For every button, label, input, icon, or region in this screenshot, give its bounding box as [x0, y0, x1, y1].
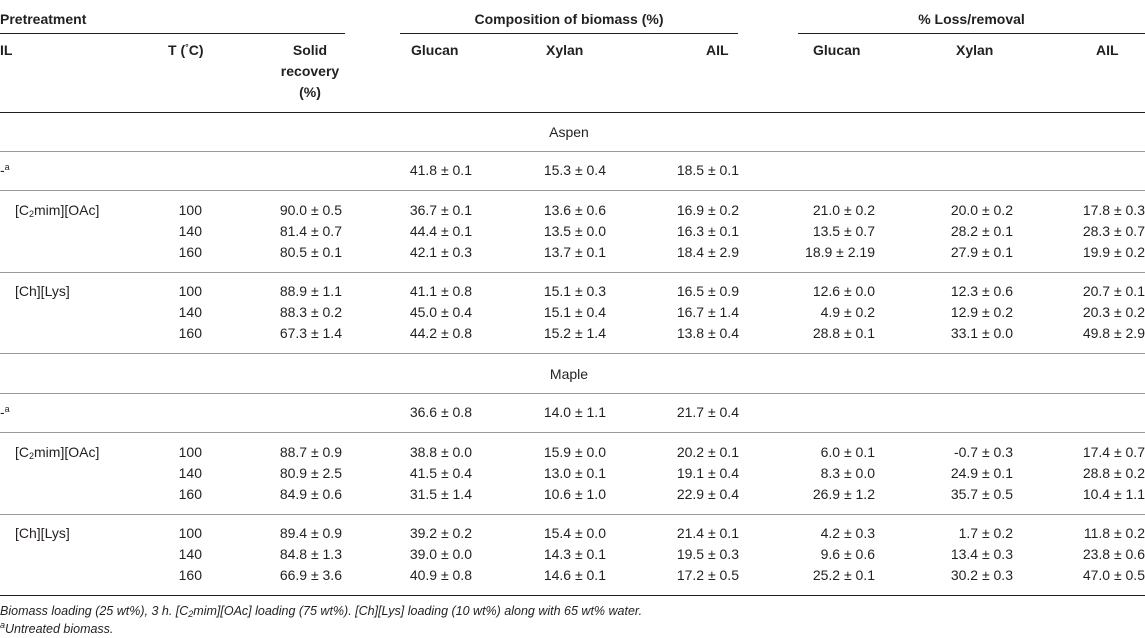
section-label: Maple — [549, 366, 589, 382]
cell-ail: 22.9 ± 0.4 — [676, 486, 739, 502]
header-ail: AIL — [706, 42, 729, 58]
cell-l-glucan: 8.3 ± 0.0 — [820, 465, 875, 481]
cell-l-xylan: 12.9 ± 0.2 — [950, 304, 1013, 320]
cell-xylan: 14.3 ± 0.1 — [543, 546, 606, 562]
cell-ail: 19.1 ± 0.4 — [676, 465, 739, 481]
ionic-liquid-label: [Ch][Lys] — [15, 283, 70, 299]
cell-solid: 90.0 ± 0.5 — [279, 202, 342, 218]
header-loss-glucan: Glucan — [813, 42, 861, 58]
cell-glucan: 41.1 ± 0.8 — [409, 283, 472, 299]
cell-l-glucan: 9.6 ± 0.6 — [820, 546, 875, 562]
rule-pretreatment — [0, 33, 345, 34]
cell-t: 100 — [178, 444, 202, 460]
cell-solid: 88.3 ± 0.2 — [279, 304, 342, 320]
cell-l-xylan: 24.9 ± 0.1 — [950, 465, 1013, 481]
cell-xylan: 15.1 ± 0.3 — [543, 283, 606, 299]
cell-glucan: 36.7 ± 0.1 — [409, 202, 472, 218]
rule-group — [0, 190, 1145, 191]
rule-loss — [798, 33, 1145, 34]
cell-l-ail: 28.8 ± 0.2 — [1082, 465, 1145, 481]
footnote-untreated: $^a$Untreated biomass. — [0, 620, 114, 636]
cell-glucan: 38.8 ± 0.0 — [409, 444, 472, 460]
ionic-liquid-label: [Ch][Lys] — [15, 525, 70, 541]
cell-l-glucan: 28.8 ± 0.1 — [812, 325, 875, 341]
cell-l-ail: 11.8 ± 0.2 — [1083, 525, 1145, 541]
cell-l-glucan: 4.2 ± 0.3 — [820, 525, 875, 541]
untreated-label: -$^a$ — [0, 162, 10, 178]
header-xylan: Xylan — [546, 42, 584, 58]
cell-glucan: 31.5 ± 1.4 — [409, 486, 472, 502]
cell-xylan: 15.2 ± 1.4 — [543, 325, 606, 341]
cell-l-ail: 17.8 ± 0.3 — [1082, 202, 1145, 218]
rule-group — [0, 514, 1145, 515]
cell-solid: 84.8 ± 1.3 — [279, 546, 342, 562]
cell-glucan: 39.2 ± 0.2 — [409, 525, 472, 541]
cell-ail: 16.9 ± 0.2 — [676, 202, 739, 218]
cell-t: 140 — [178, 304, 202, 320]
cell-xylan: 13.6 ± 0.6 — [543, 202, 606, 218]
cell-glucan: 41.5 ± 0.4 — [409, 465, 472, 481]
cell-t: 100 — [178, 283, 202, 299]
cell-ail: 18.4 ± 2.9 — [676, 244, 739, 260]
cell-t: 140 — [178, 546, 202, 562]
cell-solid: 89.4 ± 0.9 — [279, 525, 342, 541]
rule-group-end — [0, 353, 1145, 354]
rule-section — [0, 151, 1145, 152]
footnote-conditions: Biomass loading (25 wt%), 3 h. $[C_2mim][OAc]$ loading (75 wt%). [Ch][Lys] loading (10 wt%) along with 65 wt% water. — [0, 604, 643, 619]
cell-glucan: 39.0 ± 0.0 — [409, 546, 472, 562]
rule-group — [0, 432, 1145, 433]
cell-glucan: 36.6 ± 0.8 — [409, 404, 472, 420]
cell-ail: 19.5 ± 0.3 — [676, 546, 739, 562]
cell-ail: 16.5 ± 0.9 — [676, 283, 739, 299]
cell-glucan: 44.2 ± 0.8 — [409, 325, 472, 341]
cell-l-xylan: 12.3 ± 0.6 — [950, 283, 1013, 299]
cell-l-xylan: 13.4 ± 0.3 — [950, 546, 1013, 562]
cell-ail: 13.8 ± 0.4 — [676, 325, 739, 341]
cell-ail: 17.2 ± 0.5 — [676, 567, 739, 583]
cell-xylan: 15.1 ± 0.4 — [543, 304, 606, 320]
cell-l-glucan: 12.6 ± 0.0 — [812, 283, 875, 299]
cell-ail: 21.7 ± 0.4 — [676, 404, 739, 420]
cell-solid: 67.3 ± 1.4 — [279, 325, 342, 341]
header-glucan: Glucan — [411, 42, 459, 58]
cell-l-xylan: 28.2 ± 0.1 — [950, 223, 1013, 239]
cell-l-ail: 10.4 ± 1.1 — [1082, 486, 1145, 502]
cell-solid: 66.9 ± 3.6 — [279, 567, 342, 583]
cell-l-ail: 23.8 ± 0.6 — [1082, 546, 1145, 562]
cell-xylan: 14.0 ± 1.1 — [543, 404, 606, 420]
cell-ail: 16.7 ± 1.4 — [676, 304, 739, 320]
cell-l-ail: 20.7 ± 0.1 — [1082, 283, 1145, 299]
cell-l-xylan: 33.1 ± 0.0 — [950, 325, 1013, 341]
cell-l-ail: 19.9 ± 0.2 — [1082, 244, 1145, 260]
rule-section — [0, 393, 1145, 394]
cell-t: 160 — [178, 486, 202, 502]
cell-l-xylan: -0.7 ± 0.3 — [953, 444, 1013, 460]
cell-xylan: 10.6 ± 1.0 — [543, 486, 606, 502]
header-loss-removal: % Loss/removal — [918, 11, 1025, 27]
header-loss-xylan: Xylan — [956, 42, 994, 58]
cell-xylan: 13.5 ± 0.0 — [543, 223, 606, 239]
cell-xylan: 15.9 ± 0.0 — [543, 444, 606, 460]
cell-ail: 16.3 ± 0.1 — [676, 223, 739, 239]
cell-l-xylan: 30.2 ± 0.3 — [950, 567, 1013, 583]
cell-ail: 20.2 ± 0.1 — [676, 444, 739, 460]
cell-solid: 80.5 ± 0.1 — [279, 244, 342, 260]
cell-l-glucan: 26.9 ± 1.2 — [812, 486, 875, 502]
cell-glucan: 42.1 ± 0.3 — [409, 244, 472, 260]
rule-header-bottom — [0, 112, 1145, 113]
ionic-liquid-label: $[C_2mim][OAc]$ — [15, 444, 100, 461]
cell-l-xylan: 35.7 ± 0.5 — [950, 486, 1013, 502]
header-solid-recovery-line3: (%) — [299, 84, 321, 100]
cell-t: 160 — [178, 567, 202, 583]
cell-solid: 84.9 ± 0.6 — [279, 486, 342, 502]
cell-solid: 81.4 ± 0.7 — [279, 223, 342, 239]
cell-t: 140 — [178, 465, 202, 481]
header-solid-recovery: Solid — [292, 42, 328, 58]
cell-ail: 21.4 ± 0.1 — [676, 525, 739, 541]
cell-xylan: 13.0 ± 0.1 — [543, 465, 606, 481]
cell-l-ail: 47.0 ± 0.5 — [1082, 567, 1145, 583]
rule-composition — [400, 33, 738, 34]
cell-glucan: 40.9 ± 0.8 — [409, 567, 472, 583]
section-label: Aspen — [549, 124, 589, 140]
header-pretreatment: Pretreatment — [0, 11, 87, 27]
cell-xylan: 15.4 ± 0.0 — [543, 525, 606, 541]
cell-l-ail: 28.3 ± 0.7 — [1082, 223, 1145, 239]
cell-xylan: 15.3 ± 0.4 — [543, 162, 606, 178]
cell-l-glucan: 25.2 ± 0.1 — [812, 567, 875, 583]
cell-l-glucan: 21.0 ± 0.2 — [812, 202, 875, 218]
cell-t: 140 — [178, 223, 202, 239]
header-composition: Composition of biomass (%) — [474, 11, 664, 27]
untreated-label: -$^a$ — [0, 404, 10, 420]
header-loss-ail: AIL — [1096, 42, 1119, 58]
cell-solid: 88.7 ± 0.9 — [279, 444, 342, 460]
cell-ail: 18.5 ± 0.1 — [676, 162, 739, 178]
cell-solid: 88.9 ± 1.1 — [279, 283, 342, 299]
cell-l-glucan: 6.0 ± 0.1 — [820, 444, 875, 460]
header-il: IL — [0, 42, 13, 58]
rule-group — [0, 272, 1145, 273]
cell-l-ail: 49.8 ± 2.9 — [1082, 325, 1145, 341]
cell-t: 160 — [178, 325, 202, 341]
header-temperature: T (°C) — [168, 42, 204, 58]
cell-xylan: 14.6 ± 0.1 — [543, 567, 606, 583]
cell-glucan: 44.4 ± 0.1 — [409, 223, 472, 239]
cell-glucan: 45.0 ± 0.4 — [409, 304, 472, 320]
cell-l-xylan: 1.7 ± 0.2 — [958, 525, 1013, 541]
cell-t: 160 — [178, 244, 202, 260]
cell-solid: 80.9 ± 2.5 — [279, 465, 342, 481]
cell-xylan: 13.7 ± 0.1 — [543, 244, 606, 260]
cell-l-glucan: 18.9 ± 2.19 — [805, 244, 875, 260]
cell-l-xylan: 27.9 ± 0.1 — [950, 244, 1013, 260]
cell-l-ail: 20.3 ± 0.2 — [1082, 304, 1145, 320]
cell-l-xylan: 20.0 ± 0.2 — [950, 202, 1013, 218]
cell-t: 100 — [178, 202, 202, 218]
header-solid-recovery-line2: recovery — [280, 63, 340, 79]
cell-l-ail: 17.4 ± 0.7 — [1082, 444, 1145, 460]
rule-table-bottom — [0, 595, 1145, 596]
cell-l-glucan: 13.5 ± 0.7 — [812, 223, 875, 239]
ionic-liquid-label: $[C_2mim][OAc]$ — [15, 202, 100, 219]
cell-l-glucan: 4.9 ± 0.2 — [820, 304, 875, 320]
cell-t: 100 — [178, 525, 202, 541]
cell-glucan: 41.8 ± 0.1 — [409, 162, 472, 178]
